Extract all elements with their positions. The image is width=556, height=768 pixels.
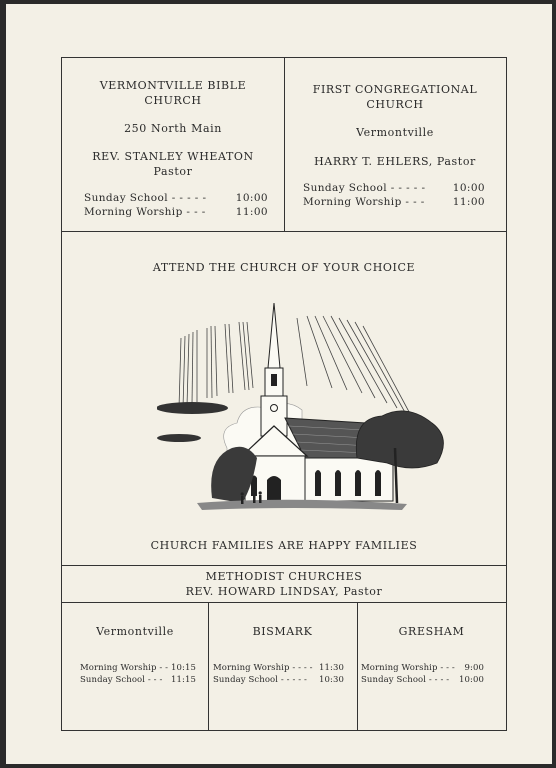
church-illustration — [157, 298, 457, 523]
branch-name-bismark: BISMARK — [252, 625, 313, 638]
divider-vertical-bottom-1 — [208, 602, 209, 730]
center-heading: ATTEND THE CHURCH OF YOUR CHOICE — [152, 261, 416, 274]
divider-methodist — [62, 602, 506, 603]
congregational-church-name-line1: FIRST CONGREGATIONAL — [312, 83, 478, 96]
bible-church-name-line1: VERMONTVILLE BIBLE — [99, 79, 247, 92]
schedule-row: Sunday School - - - - - 10:30 — [213, 675, 344, 685]
steeple-window — [271, 374, 277, 386]
tree-right — [356, 411, 443, 468]
bible-church-pastor — [62, 149, 284, 179]
ad-frame — [61, 57, 507, 731]
bible-church-schedule — [84, 191, 268, 219]
cloud-shape — [157, 434, 201, 442]
congregational-church-pastor: HARRY T. EHLERS, Pastor — [314, 155, 476, 168]
branch-schedule-bismark — [213, 662, 344, 686]
schedule-row: Sunday School - - - - - 10:00 — [84, 192, 268, 204]
schedule-row: Morning Worship - - - 11:00 — [84, 206, 268, 218]
divider-middle — [62, 565, 506, 566]
steeple-spire — [268, 303, 280, 368]
schedule-row: Morning Worship - - - - 11:30 — [213, 663, 344, 673]
schedule-row: Sunday School - - - - 10:00 — [361, 675, 484, 685]
congregational-church-name-line2: CHURCH — [366, 98, 424, 111]
schedule-row: Sunday School - - - - - 10:00 — [303, 182, 485, 194]
page — [6, 4, 552, 764]
methodist-pastor: REV. HOWARD LINDSAY, Pastor — [185, 585, 383, 598]
bible-church-pastor-title: Pastor — [153, 165, 193, 178]
branch-name-vermontville: Vermontville — [96, 625, 174, 638]
congregational-church-name — [284, 82, 506, 112]
congregational-church-town: Vermontville — [356, 126, 434, 139]
church-door — [267, 476, 281, 501]
methodist-header — [62, 569, 506, 599]
bible-church-address: 250 North Main — [124, 122, 222, 135]
schedule-row: Sunday School - - - 11:15 — [80, 675, 196, 685]
divider-vertical-bottom-2 — [357, 602, 358, 730]
bible-church-name-line2: CHURCH — [144, 94, 202, 107]
branch-schedule-vermontville — [80, 662, 196, 686]
branch-name-gresham: GRESHAM — [398, 625, 465, 638]
schedule-row: Morning Worship - - - 9:00 — [361, 663, 484, 673]
cloud-shape — [157, 402, 228, 414]
schedule-row: Morning Worship - - - 11:00 — [303, 196, 485, 208]
branch-schedule-gresham — [361, 662, 484, 686]
congregational-church-schedule — [303, 181, 485, 209]
center-footer: CHURCH FAMILIES ARE HAPPY FAMILIES — [150, 539, 418, 552]
divider-top — [62, 231, 506, 232]
bible-church-name — [62, 78, 284, 108]
schedule-row: Morning Worship - - 10:15 — [80, 663, 196, 673]
methodist-title: METHODIST CHURCHES — [205, 570, 363, 583]
bible-church-pastor-name: REV. STANLEY WHEATON — [92, 150, 254, 163]
